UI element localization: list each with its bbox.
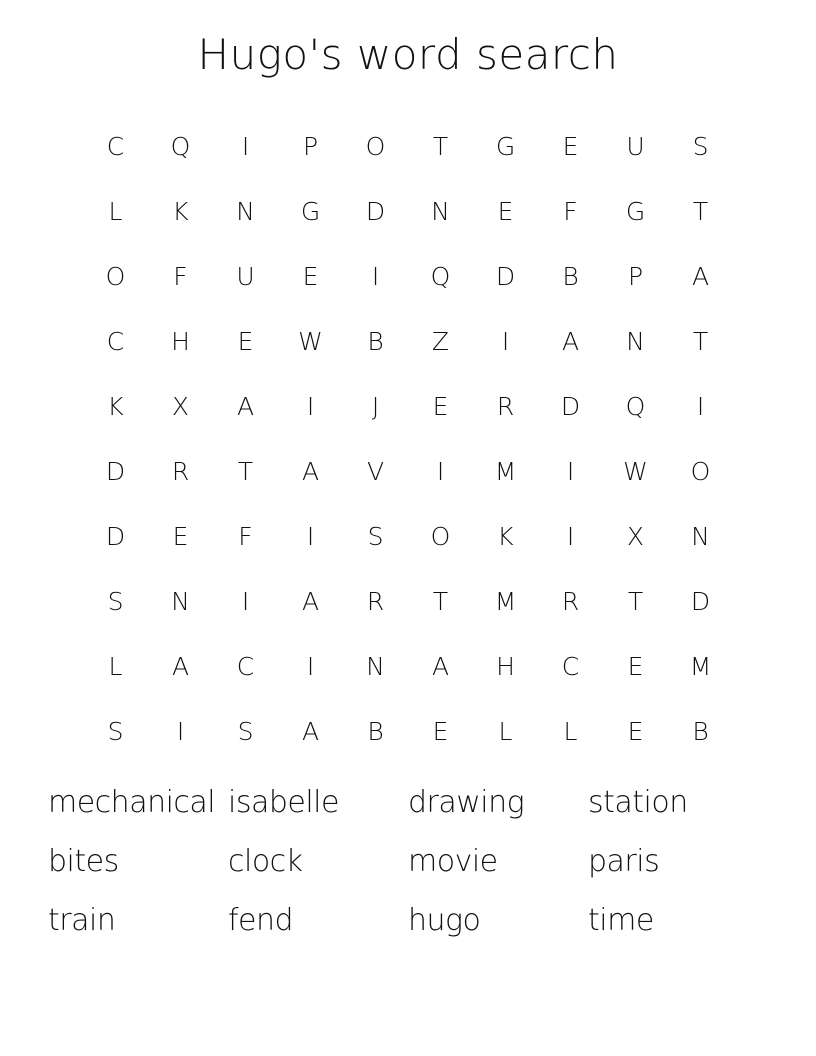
grid-letter[interactable]: N	[691, 522, 710, 551]
grid-letter[interactable]: A	[561, 327, 580, 356]
grid-letter[interactable]: M	[689, 652, 712, 681]
grid-letter[interactable]: J	[371, 392, 380, 421]
grid-letter[interactable]: H	[496, 652, 515, 681]
grid-letter[interactable]: N	[626, 327, 645, 356]
word-list-item: movie	[408, 844, 498, 879]
grid-letter[interactable]: L	[108, 652, 123, 681]
grid-letter[interactable]: C	[561, 652, 580, 681]
grid-letter[interactable]: G	[625, 197, 646, 226]
grid-letter[interactable]: L	[108, 197, 123, 226]
grid-letter[interactable]: C	[106, 132, 125, 161]
grid-letter[interactable]: R	[496, 392, 515, 421]
grid-letter[interactable]: I	[371, 262, 380, 291]
grid-letter[interactable]: F	[563, 197, 578, 226]
grid-letter[interactable]: F	[238, 522, 253, 551]
grid-letter[interactable]: N	[171, 587, 190, 616]
grid-letter[interactable]: I	[306, 652, 315, 681]
grid-letter[interactable]: D	[690, 587, 711, 616]
grid-letter[interactable]: D	[365, 197, 386, 226]
grid-letter[interactable]: I	[241, 132, 250, 161]
grid-letter[interactable]: S	[367, 522, 384, 551]
grid-letter[interactable]: I	[501, 327, 510, 356]
grid-letter[interactable]: A	[301, 457, 320, 486]
grid-letter[interactable]: I	[696, 392, 705, 421]
grid-letter[interactable]: M	[494, 457, 517, 486]
grid-letter[interactable]: P	[302, 132, 319, 161]
grid-letter[interactable]: B	[562, 262, 579, 291]
grid-letter[interactable]: X	[171, 392, 190, 421]
letter-grid	[83, 114, 733, 764]
grid-letter[interactable]: A	[431, 652, 450, 681]
grid-letter[interactable]: D	[105, 522, 126, 551]
grid-letter[interactable]: A	[236, 392, 255, 421]
grid-letter[interactable]: E	[237, 327, 254, 356]
grid-letter[interactable]: S	[107, 587, 124, 616]
word-list-item: station	[588, 785, 688, 820]
grid-letter[interactable]: M	[494, 587, 517, 616]
grid-letter[interactable]: E	[432, 717, 449, 746]
grid-letter[interactable]: S	[107, 717, 124, 746]
grid-letter[interactable]: K	[107, 392, 124, 421]
grid-letter[interactable]: I	[176, 717, 185, 746]
grid-letter[interactable]: E	[497, 197, 514, 226]
word-list-item: fend	[228, 903, 294, 938]
grid-letter[interactable]: I	[566, 457, 575, 486]
grid-letter[interactable]: R	[171, 457, 190, 486]
grid-letter[interactable]: A	[691, 262, 710, 291]
page-title: Hugo's word search	[197, 30, 619, 79]
grid-letter[interactable]: O	[365, 132, 386, 161]
grid-letter[interactable]: T	[692, 327, 709, 356]
grid-letter[interactable]: E	[627, 717, 644, 746]
grid-letter[interactable]: I	[306, 392, 315, 421]
grid-letter[interactable]: Z	[431, 327, 450, 356]
grid-letter[interactable]: U	[236, 262, 255, 291]
grid-letter[interactable]: I	[566, 522, 575, 551]
grid-letter[interactable]: K	[497, 522, 514, 551]
grid-letter[interactable]: Q	[170, 132, 191, 161]
word-list-item: train	[48, 903, 116, 938]
grid-letter[interactable]: R	[561, 587, 580, 616]
grid-letter[interactable]: O	[430, 522, 451, 551]
grid-letter[interactable]: I	[306, 522, 315, 551]
grid-letter[interactable]: T	[627, 587, 644, 616]
grid-letter[interactable]: B	[367, 717, 384, 746]
grid-letter[interactable]: N	[431, 197, 450, 226]
grid-letter[interactable]: O	[105, 262, 126, 291]
word-list-item: paris	[588, 844, 660, 879]
word-list-item: isabelle	[228, 785, 339, 820]
grid-letter[interactable]: E	[627, 652, 644, 681]
grid-letter[interactable]: T	[432, 132, 449, 161]
grid-letter[interactable]: L	[563, 717, 578, 746]
grid-letter[interactable]: N	[236, 197, 255, 226]
grid-letter[interactable]: L	[498, 717, 513, 746]
grid-letter[interactable]: W	[623, 457, 648, 486]
grid-letter[interactable]: R	[366, 587, 385, 616]
grid-letter[interactable]: E	[562, 132, 579, 161]
grid-letter[interactable]: E	[172, 522, 189, 551]
grid-letter[interactable]: U	[626, 132, 645, 161]
grid-letter[interactable]: K	[172, 197, 189, 226]
grid-letter[interactable]: A	[301, 587, 320, 616]
grid-letter[interactable]: B	[367, 327, 384, 356]
word-list-item: time	[588, 903, 654, 938]
grid-letter[interactable]: C	[236, 652, 255, 681]
grid-letter[interactable]: I	[241, 587, 250, 616]
grid-letter[interactable]: P	[627, 262, 644, 291]
word-list-item: hugo	[408, 903, 481, 938]
grid-letter[interactable]: B	[692, 717, 709, 746]
grid-letter[interactable]: D	[105, 457, 126, 486]
grid-letter[interactable]: W	[298, 327, 323, 356]
word-list-item: bites	[48, 844, 119, 879]
word-list	[48, 785, 768, 962]
grid-letter[interactable]: H	[171, 327, 190, 356]
grid-letter[interactable]: A	[171, 652, 190, 681]
grid-letter[interactable]: Q	[430, 262, 451, 291]
grid-letter[interactable]: I	[436, 457, 445, 486]
grid-letter[interactable]: E	[432, 392, 449, 421]
grid-letter[interactable]: F	[173, 262, 188, 291]
grid-letter[interactable]: C	[106, 327, 125, 356]
grid-letter[interactable]: V	[366, 457, 385, 486]
grid-letter[interactable]: A	[301, 717, 320, 746]
grid-letter[interactable]: O	[690, 457, 711, 486]
grid-letter[interactable]: D	[560, 392, 581, 421]
grid-letter[interactable]: T	[692, 197, 709, 226]
grid-letter[interactable]: T	[237, 457, 254, 486]
grid-letter[interactable]: G	[495, 132, 516, 161]
grid-letter[interactable]: N	[366, 652, 385, 681]
grid-letter[interactable]: X	[626, 522, 645, 551]
grid-letter[interactable]: E	[302, 262, 319, 291]
grid-letter[interactable]: S	[237, 717, 254, 746]
word-list-item: drawing	[408, 785, 525, 820]
word-list-item: mechanical	[48, 785, 216, 820]
grid-letter[interactable]: Q	[625, 392, 646, 421]
grid-letter[interactable]: G	[300, 197, 321, 226]
grid-letter[interactable]: D	[495, 262, 516, 291]
word-list-item: clock	[228, 844, 303, 879]
grid-letter[interactable]: S	[692, 132, 709, 161]
grid-letter[interactable]: T	[432, 587, 449, 616]
